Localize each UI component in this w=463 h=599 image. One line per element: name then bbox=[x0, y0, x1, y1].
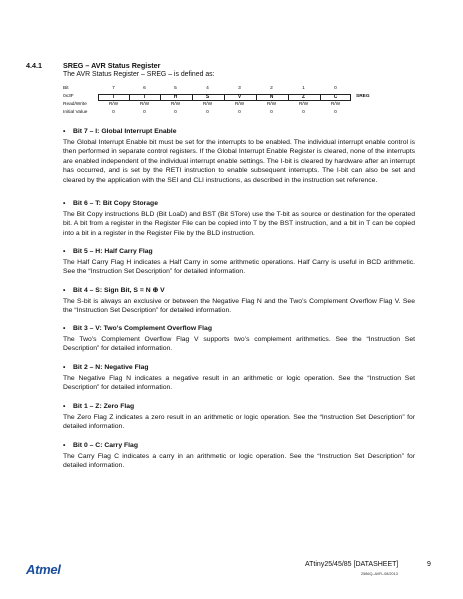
initial-value: 0 bbox=[143, 110, 146, 115]
access-value: R/W bbox=[330, 102, 341, 107]
access-value: R/W bbox=[170, 102, 181, 107]
bit-name: C bbox=[333, 94, 338, 100]
bit-heading: • Bit 2 – N: Negative Flag bbox=[63, 364, 149, 371]
bit-number: 1 bbox=[302, 86, 305, 91]
rw-label: Read/Write bbox=[63, 102, 87, 107]
initial-value: 0 bbox=[270, 110, 273, 115]
bit-text: The Carry Flag C indicates a carry in an arithmetic or logic operation. See the “Instruction Set Description” for detailed information. bbox=[63, 452, 415, 470]
document-code: 2586Q–AVR–08/2013 bbox=[361, 572, 398, 576]
bit-description bbox=[63, 441, 415, 471]
bit-description bbox=[63, 402, 415, 432]
bit-name-row bbox=[63, 94, 383, 102]
page-number: 9 bbox=[427, 561, 431, 568]
initial-row bbox=[63, 110, 383, 118]
initial-value: 0 bbox=[174, 110, 177, 115]
bit-description bbox=[63, 127, 415, 186]
bit-number: 4 bbox=[206, 86, 209, 91]
section-title: SREG – AVR Status Register bbox=[63, 61, 161, 70]
initial-value: 0 bbox=[302, 110, 305, 115]
atmel-logo: Atmel bbox=[26, 562, 61, 577]
intro-text: The AVR Status Register – SREG – is defined as: bbox=[63, 71, 215, 78]
access-value: R/W bbox=[266, 102, 277, 107]
bit-description bbox=[63, 324, 415, 354]
access-value: R/W bbox=[234, 102, 245, 107]
bit-text: The Zero Flag Z indicates a zero result in an arithmetic or logic operation. See the “Instruction Set Description” for detailed information. bbox=[63, 413, 415, 431]
bit-text: The S-bit is always an exclusive or between the Negative Flag N and the Two’s Complement Overflow Flag V. See the “Instruction Set Description” for detailed information. bbox=[63, 297, 415, 315]
section-number: 4.4.1 bbox=[26, 61, 42, 70]
initial-value: 0 bbox=[334, 110, 337, 115]
bit-name: I bbox=[112, 94, 115, 100]
bit-heading: • Bit 0 – C: Carry Flag bbox=[63, 442, 138, 449]
access-value: R/W bbox=[108, 102, 119, 107]
bit-number: 3 bbox=[238, 86, 241, 91]
bit-heading: • Bit 3 – V: Two’s Complement Overflow Flag bbox=[63, 325, 212, 332]
initial-value: 0 bbox=[112, 110, 115, 115]
bit-description bbox=[63, 199, 415, 238]
bit-number: 7 bbox=[112, 86, 115, 91]
bit-heading: • Bit 1 – Z: Zero Flag bbox=[63, 403, 135, 410]
bit-description bbox=[63, 247, 415, 277]
footer-title: ATtiny25/45/85 [DATASHEET] bbox=[305, 561, 399, 568]
bit-heading: • Bit 6 – T: Bit Copy Storage bbox=[63, 200, 158, 207]
bit-name: H bbox=[173, 94, 178, 100]
bit-description bbox=[63, 363, 415, 393]
initial-label: Initial Value bbox=[63, 110, 88, 115]
bit-text: The Two’s Complement Overflow Flag V supports two’s complement arithmetics. See the “Instruction Set Description” for detailed information. bbox=[63, 335, 415, 353]
initial-value: 0 bbox=[238, 110, 241, 115]
access-row bbox=[63, 102, 383, 110]
bit-name: N bbox=[269, 94, 274, 100]
bit-text: The Half Carry Flag H indicates a Half Carry in some arithmetic operations. Half Carry is useful in BCD arithmetic. See the “Instruction Set Description” for detailed information. bbox=[63, 258, 415, 276]
bit-heading: • Bit 4 – S: Sign Bit, S = N ⊕ V bbox=[63, 287, 165, 294]
bit-label: Bit bbox=[63, 86, 69, 91]
access-value: R/W bbox=[139, 102, 150, 107]
bit-name: T bbox=[142, 94, 147, 100]
bit-name: Z bbox=[301, 94, 306, 100]
section-heading bbox=[26, 61, 160, 70]
register-name: SREG bbox=[356, 94, 370, 99]
access-value: R/W bbox=[298, 102, 309, 107]
bit-name: V bbox=[237, 94, 242, 100]
address-label: 0x3F bbox=[63, 94, 74, 99]
bit-text: The Global Interrupt Enable bit must be set for the interrupts to be enabled. The individual interrupt enable control is then performed in separate control registers. If the Global Interrupt Enable Register is cleared, none of the interrupts are enabled independent of the individual interrupt enable settings. The I-bit is cleared by hardware after an interrupt has occurred, and is set by the RETI instruction to enable subsequent interrupts. The I-bit can also be set and cleared by the application with the SEI and CLI instructions, as described in the instruction set reference. bbox=[63, 138, 415, 184]
register-table bbox=[63, 86, 383, 118]
bit-text: The Bit Copy instructions BLD (Bit LoaD) and BST (Bit STore) use the T-bit as source or destination for the operated bit. A bit from a register in the Register File can be copied into T by the BST instruction, and a bit in T can be copied into a bit in a register in the Register File by the BLD instruction. bbox=[63, 210, 415, 237]
bit-heading: • Bit 7 – I: Global Interrupt Enable bbox=[63, 128, 177, 135]
bit-number: 2 bbox=[270, 86, 273, 91]
bit-heading: • Bit 5 – H: Half Carry Flag bbox=[63, 248, 153, 255]
access-value: R/W bbox=[202, 102, 213, 107]
bit-number-row bbox=[63, 86, 383, 94]
bit-number: 0 bbox=[334, 86, 337, 91]
bit-name: S bbox=[205, 94, 210, 100]
bit-number: 6 bbox=[143, 86, 146, 91]
bit-description bbox=[63, 286, 415, 316]
bit-text: The Negative Flag N indicates a negative result in an arithmetic or logic operation. See the “Instruction Set Description” for detailed information. bbox=[63, 374, 415, 392]
bit-number: 5 bbox=[174, 86, 177, 91]
initial-value: 0 bbox=[206, 110, 209, 115]
